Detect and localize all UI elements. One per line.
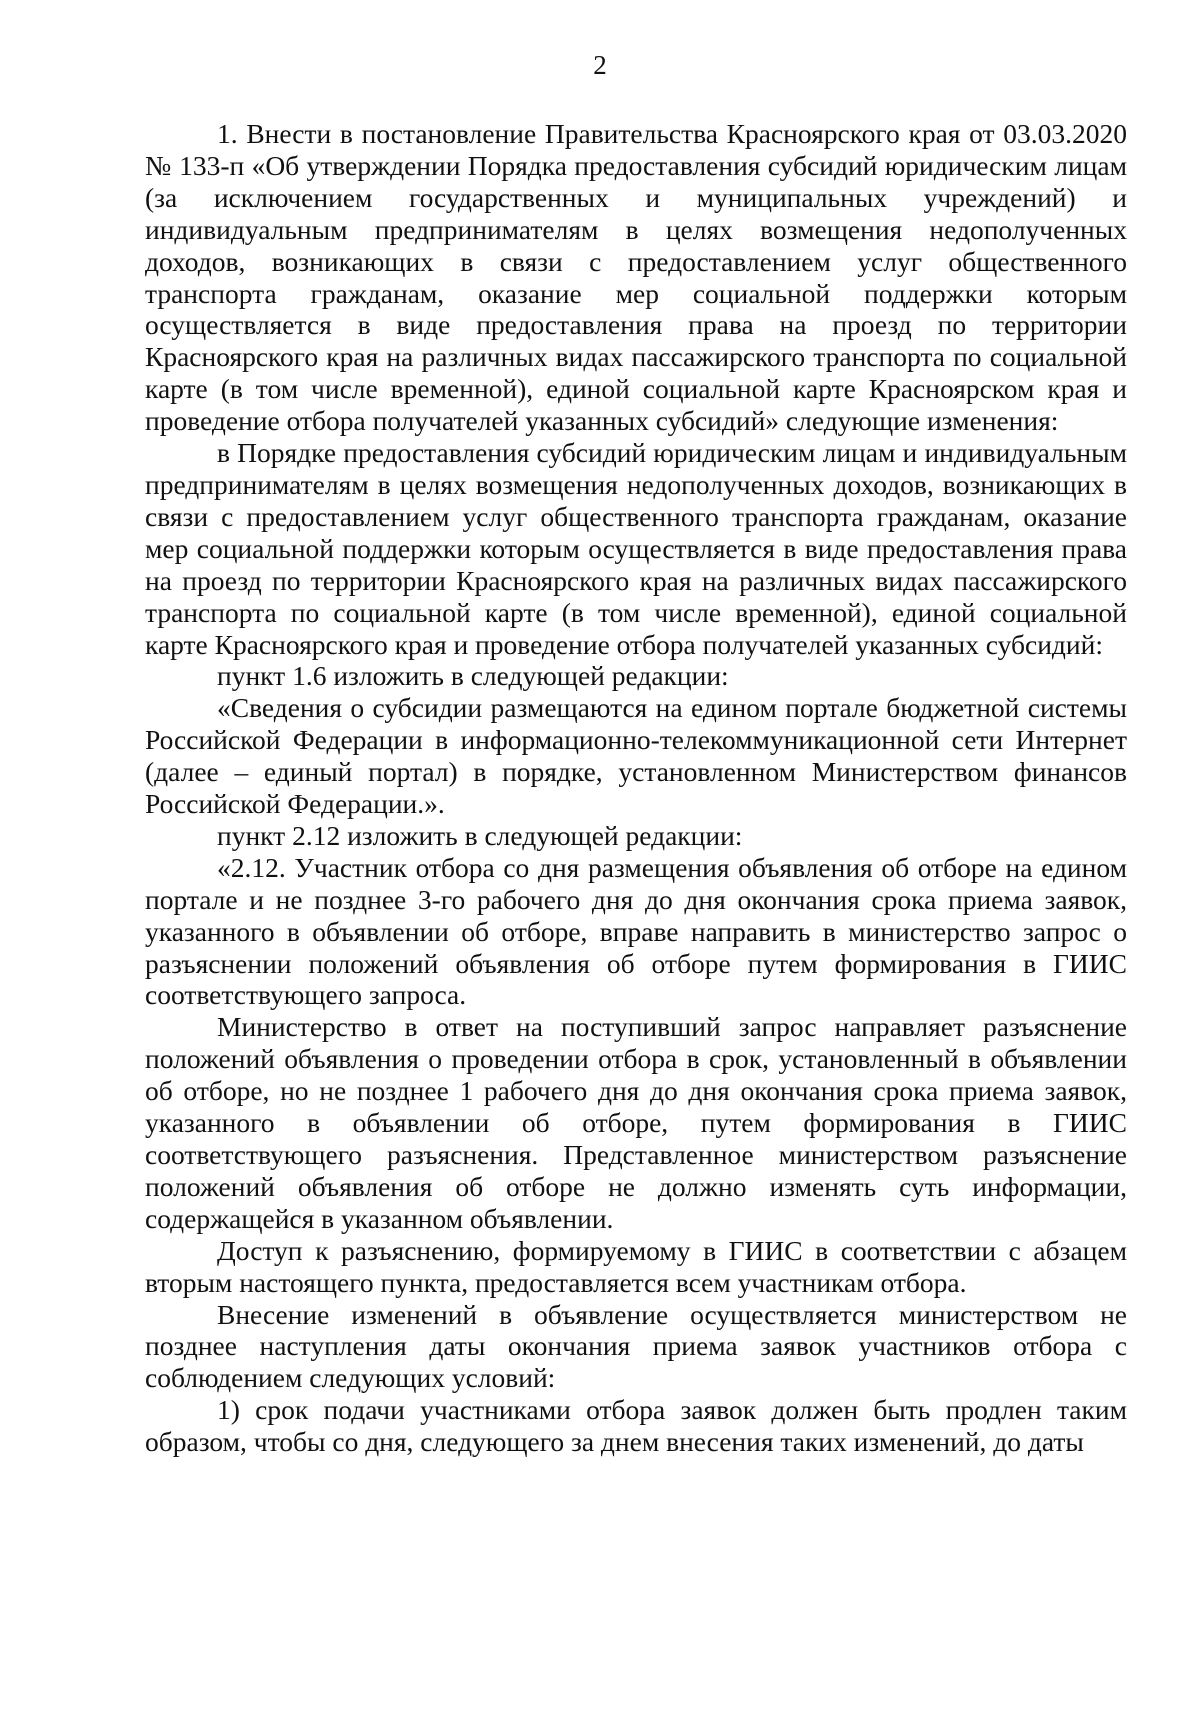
paragraph-access-clarification: Доступ к разъяснению, формируемому в ГИИС в соответствии с абзацем вторым настоящего пункта, предоставляется всем участникам отбора. [145,1234,1127,1298]
page-number: 2 [593,50,607,80]
paragraph-amendments: Внесение изменений в объявление осуществляется министерством не позднее наступления даты окончания приема заявок участников отбора с соблюдением следующих условий: [145,1298,1127,1394]
paragraph-point-2-12-heading: пункт 2.12 изложить в следующей редакции: [217,819,743,851]
paragraph-procedure-changes: в Порядке предоставления субсидий юридическим лицам и индивидуальным предпринимателям в целях возмещения недополученных доходов, возникающих в связи с предоставлением услуг общественного транспорта гражданам, оказание мер социальной поддержки которым осуществляется в виде предоставления права на проезд по территории Красноярского края на различных видах пассажирского транспорта по социальной карте (в том числе временной), единой социальной карте Красноярского края и проведение отбора получателей указанных субсидий: [145,437,1127,660]
paragraph-point-2-12-text: «2.12. Участник отбора со дня размещения объявления об отборе на едином портале и не позднее 3-го рабочего дня до дня окончания срока приема заявок, указанного в объявлении об отборе, вправе направить в министерство запрос о разъяснении положений объявления об отборе путем формирования в ГИИС соответствующего запроса. [145,851,1127,1011]
paragraph-point-1-6-text: «Сведения о субсидии размещаются на едином портале бюджетной системы Российской Федерации в информационно-телекоммуникационной сети Интернет (далее – единый портал) в порядке, установленном Министерством финансов Российской Федерации.». [145,692,1127,820]
document-body [145,118,1127,1458]
paragraph-condition-1: 1) срок подачи участниками отбора заявок должен быть продлен таким образом, чтобы со дня, следующего за днем внесения таких изменений, до даты [145,1394,1127,1458]
paragraph-point-1-6-heading: пункт 1.6 изложить в следующей редакции: [217,660,729,692]
paragraph-ministry-response: Министерство в ответ на поступивший запрос направляет разъяснение положений объявления о проведении отбора в срок, установленный в объявлении об отборе, но не позднее 1 рабочего дня до дня окончания срока приема заявок, указанного в объявлении об отборе, путем формирования в ГИИС соответствующего разъяснения. Представленное министерством разъяснение положений объявления об отборе не должно изменять суть информации, содержащейся в указанном объявлении. [145,1011,1127,1234]
paragraph-item-1-intro: 1. Внести в постановление Правительства Красноярского края от 03.03.2020 № 133-п «Об утверждении Порядка предоставления субсидий юридическим лицам (за исключением государственных и муниципальных учреждений) и индивидуальным предпринимателям в целях возмещения недополученных доходов, возникающих в связи с предоставлением услуг общественного транспорта гражданам, оказание мер социальной поддержки которым осуществляется в виде предоставления права на проезд по территории Красноярского края на различных видах пассажирского транспорта по социальной карте (в том числе временной), единой социальной карте Красноярском края и проведение отбора получателей указанных субсидий» следующие изменения: [145,118,1127,437]
